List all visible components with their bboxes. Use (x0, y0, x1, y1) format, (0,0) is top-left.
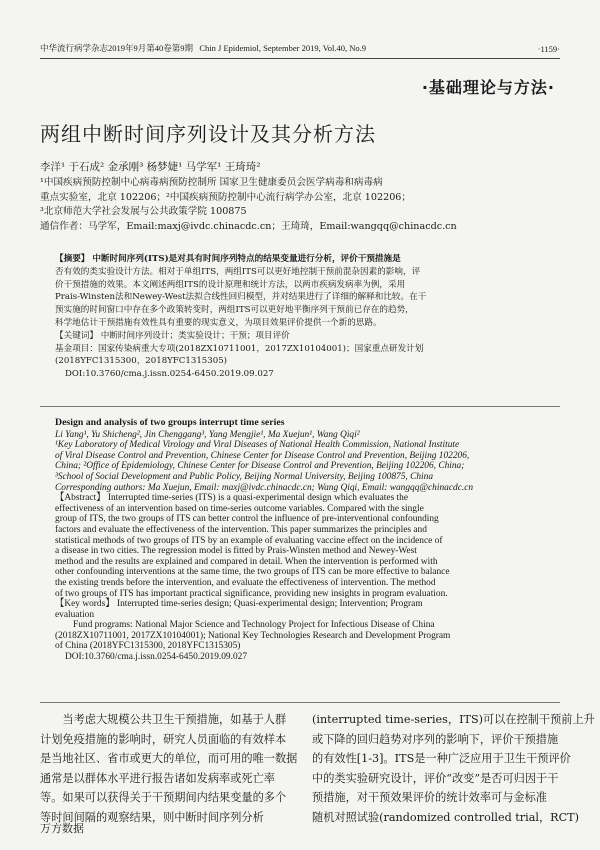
watermark-footer: 万方数据 (40, 822, 84, 835)
body-column-right (312, 710, 595, 827)
affiliation-en: China; ²Office of Epidemiology, Chinese Center for Disease Control and Prevention, Beijing 102206, China; (55, 461, 465, 472)
abstract-line: 科学地估计干预措施有效性具有重要的现实意义，为项目效果评价提供一个新的思路。 (55, 317, 382, 328)
affiliation-line: ¹中国疾病预防控制中心病毒病预防控制所 国家卫生健康委员会医学病毒和病毒病 (40, 177, 383, 188)
doi-en: DOI:10.3760/cma.j.issn.0254-6450.2019.09.027 (65, 652, 248, 663)
body-line: 等。如果可以获得关于干预期间内结果变量的多个 (40, 791, 287, 804)
journal-en: Chin J Epidemiol, September 2019, Vol.40, No.9 (199, 43, 367, 53)
body-line: 等时间间隔的观察结果，则中断时间序列分析 (40, 810, 264, 824)
affiliation-en: ³School of Social Development and Public Policy, Beijing Normal University, Beijing 100875, China (55, 471, 434, 482)
body-line: (interrupted time-series，ITS)可以在控制干预前上升 (312, 713, 595, 726)
abstract-cn (55, 253, 560, 381)
keywords-en: 【Key words】 Interrupted time-series design; Quasi-experimental design; Intervention; Program (55, 599, 423, 610)
body-line: 的有效性[1-3]。ITS是一种广泛应用于卫生干预评价 (312, 752, 571, 765)
affiliations-cn (40, 176, 560, 234)
section-heading: ·基础理论与方法· (421, 78, 555, 97)
abstract-en-line: of two groups of ITS has important practical significance, providing new insights in program evaluation. (55, 588, 448, 599)
fund-cn-cont: (2018YFC1315300，2018YFC1315305) (55, 356, 228, 367)
journal-citation (40, 42, 366, 54)
abstract-line: Prais-Winsten法和Newey-West法拟合线性回归模型，并对结果进行了详细的解释和比较。在干 (55, 292, 427, 303)
corresponding-en: Corresponding authors: Ma Xuejun, Email: maxj@ivdc.chinacdc.cn; Wang Qiqi, Email: wangqq@chinacdc.cn (55, 482, 474, 493)
running-header (40, 40, 560, 59)
body-line: 通常是以群体水平进行报告诸如发病率或死亡率 (40, 771, 275, 785)
affiliation-line: 重点实验室，北京 102206；²中国疾病预防控制中心流行病学办公室，北京 102206； (40, 191, 412, 203)
abstract-en-line: 【Abstract】 Interrupted time-series (ITS) is a quasi-experimental design which evaluates the (55, 493, 409, 504)
abstract-en-line: effectiveness of an intervention based on time-series outcome variables. Compared with the single (55, 503, 424, 514)
body-line: 计划免疫措施的影响时，研究人员面临的有效样本 (40, 732, 287, 746)
fund-cn: 基金项目：国家传染病重大专项(2018ZX10711001，2017ZX10104001)；国家重点研发计划 (55, 343, 424, 354)
fund-en-cont: of China (2018YFC1315300, 2018YFC1315305) (55, 641, 241, 652)
affiliation-line: ³北京师范大学社会发展与公共政策学院 100875 (40, 206, 247, 217)
affiliation-en: of Viral Disease Control and Prevention, Chinese Center for Disease Control and Prevention, Beijing 102206, (55, 450, 470, 461)
divider (40, 702, 560, 703)
corresponding-authors-cn: 通信作者：马学军，Email:maxj@ivdc.chinacdc.cn；王琦琦，Email:wangqq@chinacdc.cn (40, 220, 457, 232)
article-title-en: Design and analysis of two groups interrupt time series (55, 417, 285, 428)
fund-en: Fund programs: National Major Science and Technology Project for Infectious Disease of China (73, 620, 435, 631)
affiliation-en: ¹Key Laboratory of Medical Virology and Viral Diseases of National Health Commission, National Institute (55, 440, 460, 451)
body-line: 预措施，对干预效果评价的统计效率可与金标准 (312, 791, 547, 804)
article-title-cn: 两组中断时间序列设计及其分析方法 (40, 122, 376, 146)
abstract-line: 预实施的时间窗口中存在多个政策转变时，两组ITS可以更好地平衡序列干预前已存在的趋势， (55, 305, 414, 316)
divider (40, 406, 560, 407)
abstract-en-line: a disease in two cities. The regression model is fitted by Prais-Winsten method and Newey-West (55, 546, 417, 557)
body-line: 是当地社区、省市或更大的单位，而可用的唯一数据 (40, 752, 298, 765)
abstract-en-line: group of ITS, the two groups of ITS can better control the influence of pre-interventional confounding (55, 514, 439, 525)
abstract-line: 【摘要】 中断时间序列(ITS)是对具有时间序列特点的结果变量进行分析，评价干预措施是 (55, 254, 401, 264)
abstract-en-line: method and the results are explained and compared in detail. When the intervention is performed with (55, 556, 438, 567)
abstract-line: 价干预措施的效果。本文阐述两组ITS的设计原理和统计方法，以两市疾病发病率为例，采用 (55, 279, 406, 290)
journal-cn: 中华流行病学杂志2019年9月第40卷第9期 (40, 43, 194, 53)
page-number: ·1159· (537, 44, 560, 54)
body-line: 当考虑大规模公共卫生干预措施，如基于人群 (40, 713, 287, 726)
body-line: 或下降的回归趋势对序列的影响下，评价干预措施 (312, 732, 559, 746)
abstract-line: 否有效的类实验设计方法。相对于单组ITS，两组ITS可以更好地控制干预前混杂因素的影响，评 (55, 266, 421, 277)
authors-en: Li Yang¹, Yu Shicheng², Jin Chenggang³, Yang Mengjie¹, Ma Xuejun¹, Wang Qiqi² (55, 429, 360, 440)
abstract-en-line: other confounding interventions at the same time, the two groups of ITS can be more effective to balance (55, 567, 450, 578)
abstract-en-line: the existing trends before the intervention, and evaluate the effectiveness of intervention. The method (55, 577, 436, 588)
keywords-en-cont: evaluation (55, 609, 95, 620)
english-front-matter (55, 418, 560, 663)
body-line: 随机对照试验(randomized controlled trial，RCT) (312, 810, 579, 824)
authors-cn: 李洋¹ 于石成² 金承刚³ 杨梦婕¹ 马学军¹ 王琦琦² (40, 161, 261, 173)
body-line: 中的类实验研究设计，评价“改变”是否可归因于干 (312, 771, 559, 785)
body-column-left (40, 710, 298, 827)
abstract-en-line: factors and evaluate the effectiveness of the intervention. This paper summarizes the principles and (55, 524, 427, 535)
abstract-en-line: statistical methods of two groups of ITS by an example of evaluating vaccine effect on the incidence of (55, 535, 443, 546)
keywords-cn: 【关键词】 中断时间序列设计；类实验设计；干预；项目评价 (55, 330, 290, 341)
doi-cn: DOI:10.3760/cma.j.issn.0254-6450.2019.09.027 (65, 369, 274, 380)
fund-en-cont: (2018ZX10711001, 2017ZX10104001); National Key Technologies Research and Development Program (55, 630, 451, 641)
